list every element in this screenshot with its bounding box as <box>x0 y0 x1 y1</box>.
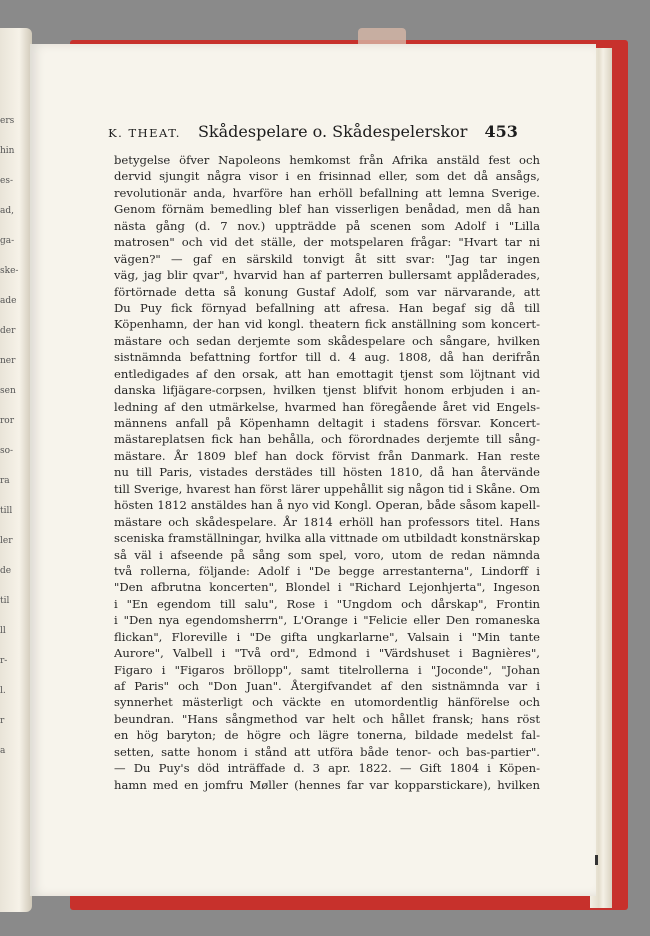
running-header <box>30 122 596 141</box>
text-line: Aurore", Valbell i "Två ord", Edmond i "Värdshuset i Bagnières", <box>114 646 540 661</box>
text-line: mästare och sedan derjemte som skådespelare och sångare, hvilken <box>114 333 540 348</box>
text-line: synnerhet mästerligt och väckte en utomordentlig hänförelse och <box>114 695 540 710</box>
text-line: entledigades af den orsak, att han emottagit tjenst som löjtnant vid <box>114 366 540 381</box>
text-line: mästare och skådespelare. År 1814 erhöll han professors titel. Hans <box>114 514 540 529</box>
text-line: i "Den nya egendomsherrn", L'Orange i "Felicie eller Den romaneska <box>114 613 540 628</box>
text-line: till Sverige, hvarest han först lärer uppehållit sig någon tid i Skåne. Om <box>114 481 540 496</box>
text-line: betygelse öfver Napoleons hemkomst från Afrika anstäld fest och <box>114 153 540 167</box>
text-line: ledning af den utmärkelse, hvarmed han föregående året vid Engels- <box>114 399 540 414</box>
facing-page-strip <box>0 28 32 912</box>
facing-page-fragment: till <box>0 506 13 516</box>
text-line: i "En egendom till salu", Rose i "Ungdom och dårskap", Frontin <box>114 596 540 611</box>
facing-page-fragment: ad, <box>0 206 14 216</box>
facing-page-fragment: ade <box>0 296 17 306</box>
facing-page-fragment: l. <box>0 686 6 696</box>
facing-page-fragment: ll <box>0 626 6 636</box>
text-line: nu till Paris, vistades derstädes till hösten 1810, då han återvände <box>114 465 540 480</box>
margin-mark <box>595 855 598 865</box>
facing-page-fragment: ske- <box>0 266 19 276</box>
header-title: Skådespelare o. Skådespelerskor <box>197 122 468 141</box>
text-line: — Du Puy's död inträffade d. 3 apr. 1822. — Gift 1804 i Köpen- <box>114 761 540 776</box>
facing-page-fragment: ga- <box>0 236 15 246</box>
text-line: en hög baryton; de högre och lägre tonerna, bildade medelst fal- <box>114 728 540 743</box>
text-line: beundran. "Hans sångmethod var helt och hållet fransk; hans röst <box>114 711 540 726</box>
page-number: 453 <box>484 122 518 141</box>
text-line: Figaro i "Figaros bröllopp", samt titelrollerna i "Joconde", "Johan <box>114 662 540 677</box>
text-line: så väl i afseende på sång som spel, voro, utom de redan nämnda <box>114 547 540 562</box>
text-line: Genom förnäm bemedling blef han visserligen benådad, men då han <box>114 202 540 217</box>
text-line: vägen?" — gaf en särskild tonvigt åt sitt svar: "Jag tar ingen <box>114 251 540 266</box>
facing-page-fragment: r <box>0 716 5 726</box>
facing-page-fragment: hin <box>0 146 15 156</box>
book-page <box>30 44 596 896</box>
text-line: Köpenhamn, der han vid kongl. theatern fick anställning som koncert- <box>114 317 540 332</box>
facing-page-fragment: so- <box>0 446 14 456</box>
text-line: väg, jag blir qvar", hvarvid han af parterren bullersamt applåderades, <box>114 268 540 283</box>
text-line: två rollerna, följande: Adolf i "De begge arrestanterna", Lindorff i <box>114 563 540 578</box>
facing-page-fragment: til <box>0 596 10 606</box>
text-line: sistnämnda befattning fortfor till d. 4 aug. 1808, då han derifrån <box>114 350 540 365</box>
text-line: förtörnade detta så konung Gustaf Adolf, som var närvarande, att <box>114 284 540 299</box>
text-line: Du Puy fick förnyad befallning att afresa. Han begaf sig då till <box>114 300 540 315</box>
facing-page-fragment: sen <box>0 386 16 396</box>
text-line: setten, satte honom i stånd att utföra både tenor- och bas-partier". <box>114 744 540 759</box>
text-line: sceniska framställningar, hvilka alla vittnade om utbildadt konstnärskap <box>114 531 540 546</box>
facing-page-fragment: de <box>0 566 12 576</box>
text-line: af Paris" och "Don Juan". Återgifvandet af den sistnämnda var i <box>114 679 540 693</box>
facing-page-fragment: ers <box>0 116 15 126</box>
text-line: "Den afbrutna koncerten", Blondel i "Richard Lejonhjerta", Ingeson <box>114 580 540 595</box>
text-line: männens anfall på Köpenhamn deltagit i stadens försvar. Koncert- <box>114 416 540 430</box>
facing-page-fragment: ror <box>0 416 15 426</box>
facing-page-fragment: ra <box>0 476 10 486</box>
text-line: nästa gång (d. 7 nov.) uppträdde på scenen som Adolf i "Lilla <box>114 218 540 233</box>
text-line: mästare. År 1809 blef han dock förvist från Danmark. Han reste <box>114 448 540 463</box>
text-line: matrosen" och vid det ställe, der motspelaren frågar: "Hvart tar ni <box>114 235 540 250</box>
facing-page-fragment: ner <box>0 356 16 366</box>
facing-page-fragment: ler <box>0 536 13 546</box>
text-line: danska lifjägare-corpsen, hvilken tjenst blifvit honom erbjuden i an- <box>114 383 540 398</box>
text-line: revolutionär anda, hvarföre han erhöll befallning att lemna Sverige. <box>114 185 540 200</box>
text-line: hösten 1812 anstäldes han å nyo vid Kongl. Operan, både såsom kapell- <box>114 498 540 513</box>
facing-page-fragment: der <box>0 326 16 336</box>
bookmark-ribbon <box>358 28 406 44</box>
facing-page-fragment: a <box>0 746 6 756</box>
text-line: hamn med en jomfru Møller (hennes far var kopparstickare), hvilken <box>114 777 540 792</box>
header-section-name: K. THEAT. <box>108 126 181 140</box>
text-line: flickan", Floreville i "De gifta ungkarlarne", Valsain i "Min tante <box>114 629 540 644</box>
facing-page-fragment: r- <box>0 656 8 666</box>
body-text <box>114 152 540 793</box>
text-line: dervid sjungit några visor i en frisinnad eller, som det då ansågs, <box>114 169 540 184</box>
facing-page-fragment: es- <box>0 176 13 186</box>
text-line: mästareplatsen fick han behålla, och förordnades derjemte till sång- <box>114 432 540 447</box>
